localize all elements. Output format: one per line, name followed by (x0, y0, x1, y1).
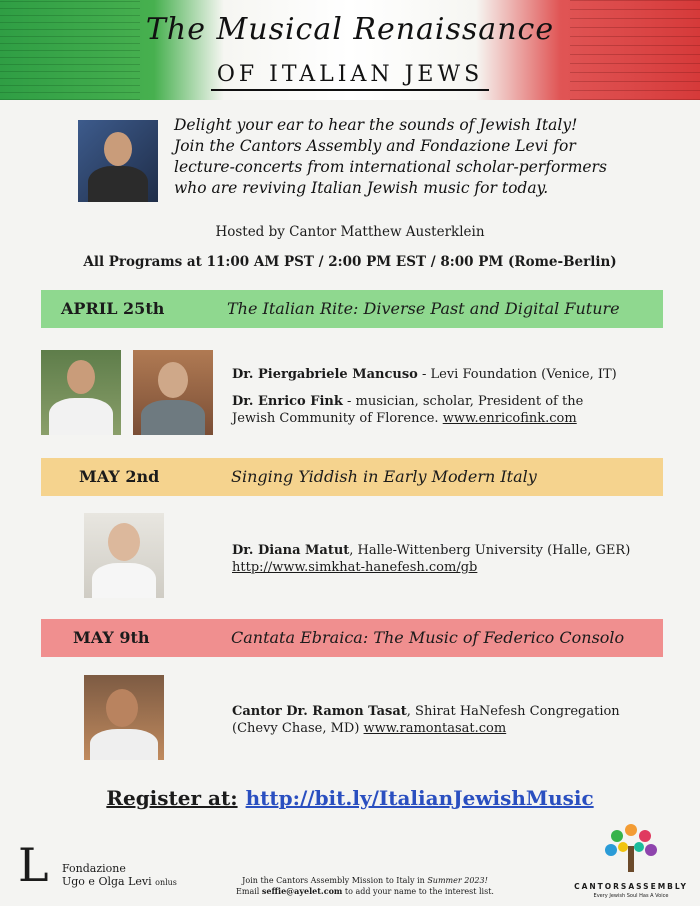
speaker-photo-mancuso (41, 350, 121, 435)
session-band-april-25 (41, 290, 663, 328)
session-topic: Singing Yiddish in Early Modern Italy (231, 467, 537, 486)
logo-leaf (645, 844, 657, 856)
speaker-fink: Dr. Enrico Fink - musician, scholar, President of the Jewish Community of Florence. www.enricofink.com (232, 394, 584, 426)
page-title: The Musical Renaissance (145, 12, 555, 47)
logo-leaf (618, 842, 628, 852)
mission-email-link[interactable]: seffie@ayelet.com (261, 886, 343, 896)
mission-notice: Join the Cantors Assembly Mission to Italy in Summer 2023! Email seffie@ayelet.com to add your name to the interest list. (236, 876, 494, 896)
cantors-assembly-name: CANTORSASSEMBLY (574, 882, 688, 891)
page-subtitle: OF ITALIAN JEWS (0, 62, 700, 87)
session-topic: Cantata Ebraica: The Music of Federico Consolo (231, 628, 625, 647)
logo-leaf (605, 844, 617, 856)
speaker-tasat: Cantor Dr. Ramon Tasat, Shirat HaNefesh Congregation (Chevy Chase, MD) www.ramontasat.com (232, 704, 620, 736)
logo-leaf (611, 830, 623, 842)
matut-website-link[interactable]: http://www.simkhat-hanefesh.com/gb (232, 560, 478, 575)
tasat-website-link[interactable]: www.ramontasat.com (363, 721, 507, 736)
register-label: Register at: (106, 786, 238, 810)
fink-website-link[interactable]: www.enricofink.com (442, 411, 577, 426)
speaker-matut: Dr. Diana Matut, Halle-Wittenberg University (Halle, GER) http://www.simkhat-hanefesh.com/gb (232, 543, 631, 575)
session-band-may-2 (41, 458, 663, 496)
speaker-mancuso: Dr. Piergabriele Mancuso - Levi Foundation (Venice, IT) (232, 367, 617, 382)
fondazione-logo: L (18, 838, 49, 892)
session-date: MAY 9th (73, 628, 150, 647)
host-photo (78, 120, 158, 202)
cantors-assembly-logo (603, 820, 659, 876)
speaker-photo-matut (84, 513, 164, 598)
register-link[interactable]: http://bit.ly/ItalianJewishMusic (245, 786, 594, 810)
register-line (0, 786, 700, 810)
session-date: APRIL 25th (61, 299, 165, 318)
cantors-assembly-tagline: Every Jewish Soul Has A Voice (593, 893, 669, 899)
speaker-photo-fink (133, 350, 213, 435)
hosted-by: Hosted by Cantor Matthew Austerklein (215, 224, 485, 240)
program-times: All Programs at 11:00 AM PST / 2:00 PM EST / 8:00 PM (Rome-Berlin) (83, 254, 617, 270)
session-band-may-9 (41, 619, 663, 657)
session-date: MAY 2nd (79, 467, 160, 486)
intro-text: Delight your ear to hear the sounds of Jewish Italy! Join the Cantors Assembly and Fondazione Levi for lecture-concerts from international scholar-performers who are reviving Italian Jewish music for today. (174, 116, 607, 197)
logo-leaf (634, 842, 644, 852)
logo-trunk (628, 846, 634, 872)
speaker-photo-tasat (84, 675, 164, 760)
fondazione-name: Fondazione Ugo e Olga Levi onlus (62, 862, 177, 888)
session-topic: The Italian Rite: Diverse Past and Digital Future (227, 299, 620, 318)
logo-leaf (639, 830, 651, 842)
logo-leaf (625, 824, 637, 836)
